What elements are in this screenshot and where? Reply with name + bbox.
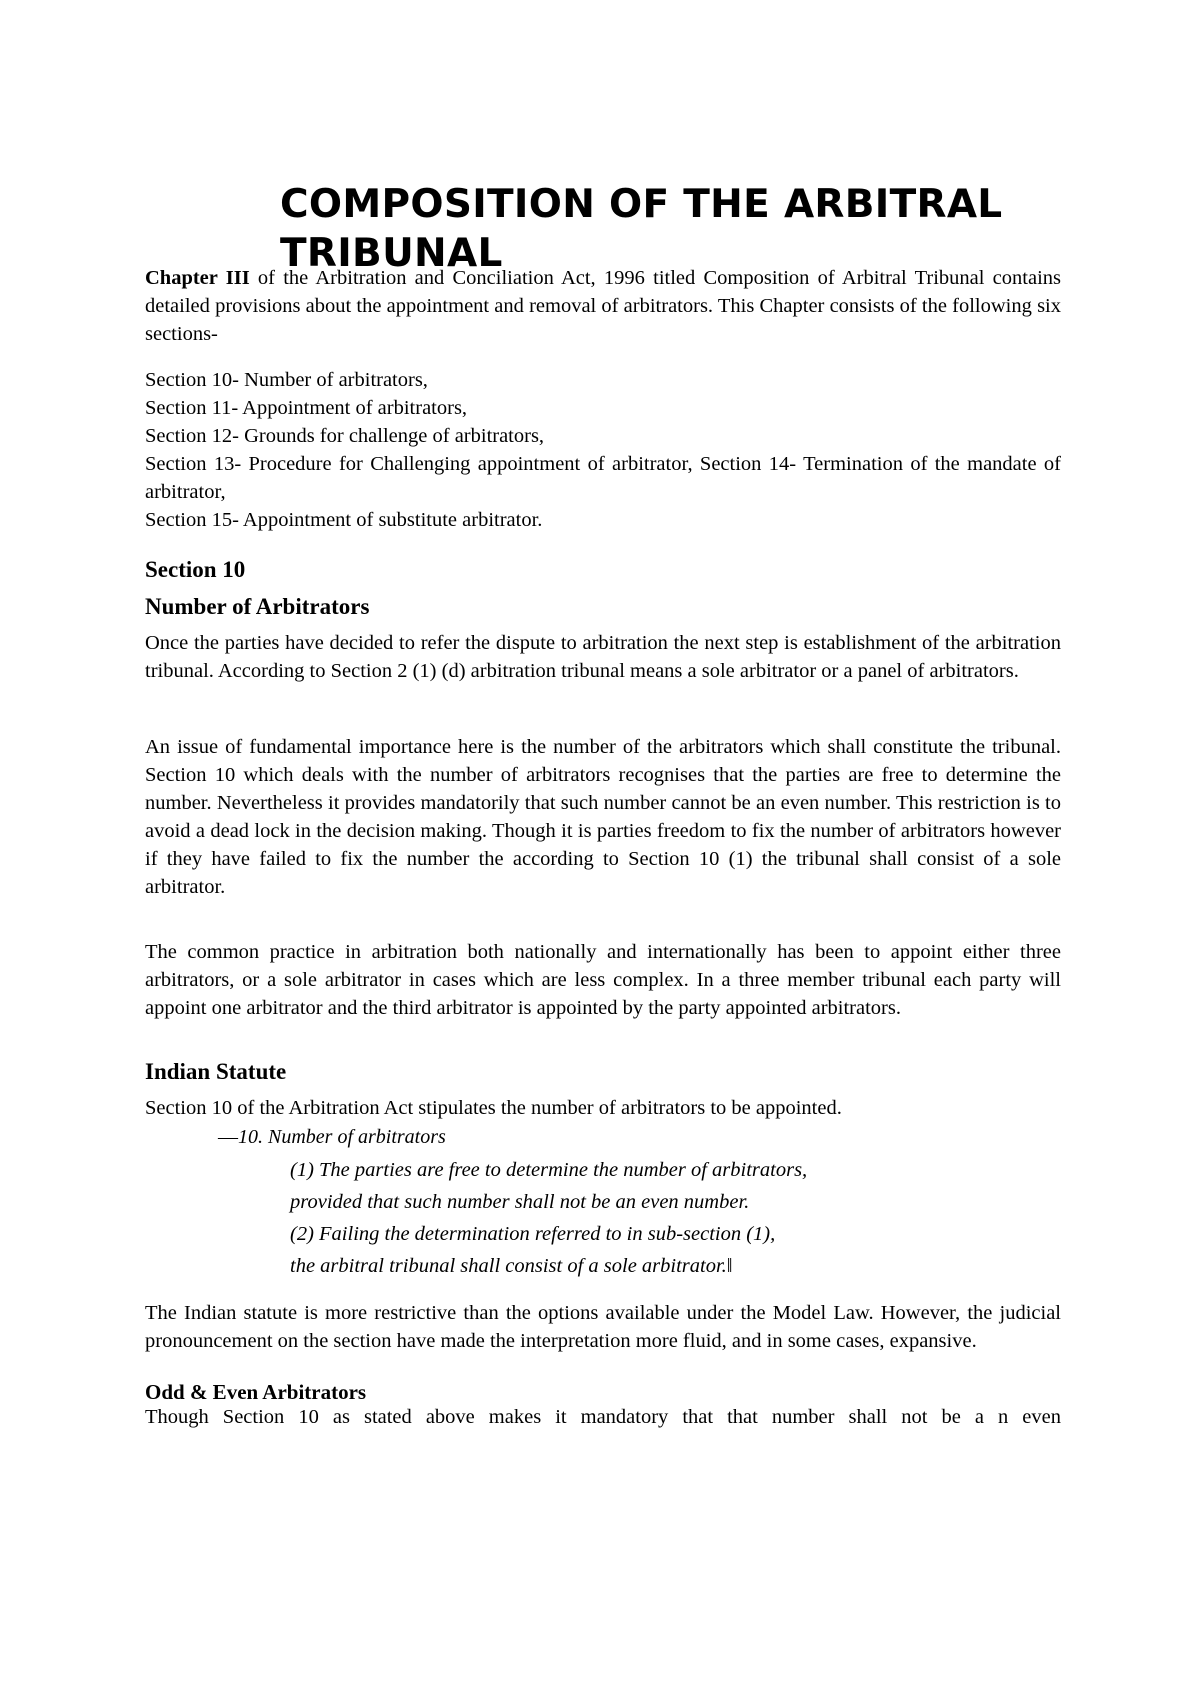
document-title: COMPOSITION OF THE ARBITRAL TRIBUNAL [280,182,1003,276]
section-10-paragraph: The common practice in arbitration both nationally and internationally has been to appoint either three arbitrators, or a sole arbitrator in cases which are less complex. In a three member tribunal each party will appoint one arbitrator and the third arbitrator is appointed by the party appointed arbitrators. [145,941,1061,1019]
indian-statute-closing: The Indian statute is more restrictive than the options available under the Model Law. However, the judicial pronouncement on the section have made the interpretation more fluid, and in some cases, expansive. [145,1302,1061,1352]
list-item: Section 11- Appointment of arbitrators, [145,397,468,419]
section-10-heading: Section 10 [145,557,246,582]
list-item: Section 10- Number of arbitrators, [145,369,428,391]
intro-paragraph [145,264,1061,348]
quote-line: (1) The parties are free to determine the number of arbitrators, [290,1159,808,1181]
list-item: Section 13- Procedure for Challenging appointment of arbitrator, Section 14- Termination of the mandate of arbitrator, [145,453,1061,503]
quote-heading: ―10. Number of arbitrators [218,1126,446,1148]
list-item: Section 15- Appointment of substitute arbitrator. [145,509,543,531]
section-10-subheading: Number of Arbitrators [145,594,370,619]
odd-even-text: Though Section 10 as stated above makes it mandatory that that number shall not be a n even [145,1406,1061,1428]
section-list [145,366,1061,534]
statute-quote [290,1154,910,1282]
odd-even-heading: Odd & Even Arbitrators [145,1380,367,1404]
section-10-paragraph: Once the parties have decided to refer the dispute to arbitration the next step is establishment of the arbitration tribunal. According to Section 2 (1) (d) arbitration tribunal means a sole arbitrator or a panel of arbitrators. [145,632,1061,682]
list-item: Section 12- Grounds for challenge of arbitrators, [145,425,545,447]
section-10-paragraph: An issue of fundamental importance here is the number of the arbitrators which shall constitute the tribunal. Section 10 which deals with the number of arbitrators recognises that the parties are free to determine the number. Nevertheless it provides mandatorily that such number cannot be an even number. This restriction is to avoid a dead lock in the decision making. Though it is parties freedom to fix the number of arbitrators however if they have failed to fix the number the according to Section 10 (1) the tribunal shall consist of a sole arbitrator. [145,736,1061,898]
indian-statute-heading: Indian Statute [145,1059,287,1084]
chapter-label: Chapter III [145,267,250,289]
quote-line: the arbitral tribunal shall consist of a sole arbitrator.‖ [290,1255,733,1277]
quote-line: provided that such number shall not be an even number. [290,1191,750,1213]
indian-statute-lead: Section 10 of the Arbitration Act stipulates the number of arbitrators to be appointed. [145,1097,842,1119]
intro-text: of the Arbitration and Conciliation Act, 1996 titled Composition of Arbitral Tribunal contains detailed provisions about the appointment and removal of arbitrators. This Chapter consists of the following six sections- [145,267,1061,345]
quote-line: (2) Failing the determination referred to in sub-section (1), [290,1223,776,1245]
